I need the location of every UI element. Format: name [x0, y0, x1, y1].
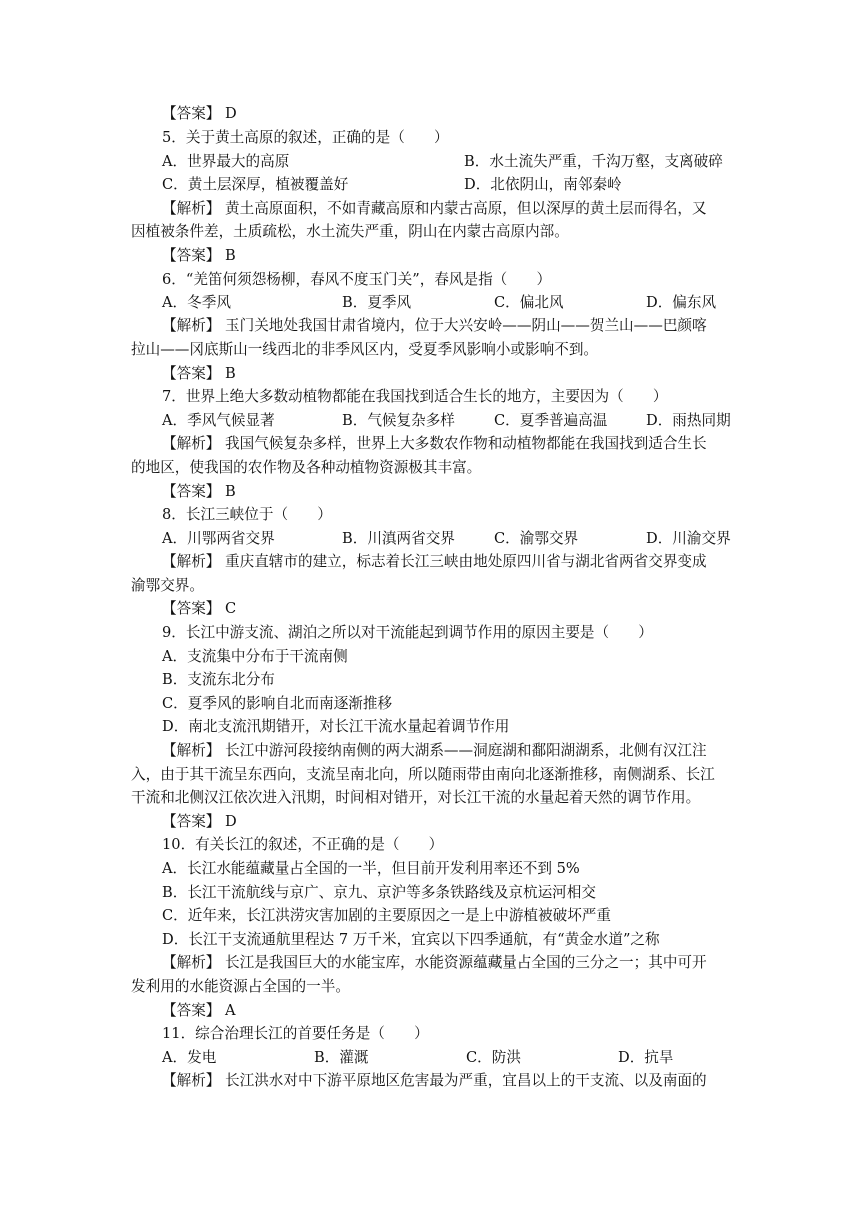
- question-9: 9．长江中游支流、湖泊之所以对干流能起到调节作用的原因主要是（ ）: [162, 624, 653, 641]
- option-c: C．渝鄂交界: [494, 530, 579, 547]
- answer-line: 【答案】 B: [162, 247, 236, 264]
- question-5-options-row1: [162, 152, 729, 172]
- answer-line: 【答案】 B: [162, 365, 236, 382]
- option-a: A．季风气候显著: [162, 412, 275, 429]
- analysis-line: 拉山——冈底斯山一线西北的非季风区内，受夏季风影响小或影响不到。: [131, 341, 599, 358]
- option-a: A．冬季风: [162, 294, 231, 311]
- option-b: B．灌溉: [314, 1049, 369, 1066]
- option-c: C．偏北风: [494, 294, 564, 311]
- question-8: 8．长江三峡位于（ ）: [162, 506, 332, 523]
- analysis-line: 【解析】 我国气候复杂多样，世界上大多数农作物和动植物都能在我国找到适合生长: [162, 435, 707, 452]
- analysis-line: 的地区，使我国的农作物及各种动植物资源极其丰富。: [131, 459, 482, 476]
- analysis-line: 【解析】 长江洪水对中下游平原地区危害最为严重，宜昌以上的干支流、以及南面的: [162, 1072, 707, 1089]
- option-b: B．水土流失严重，千沟万壑，支离破碎: [464, 153, 723, 170]
- analysis-line: 入，由于其干流呈东西向，支流呈南北向，所以随雨带由南向北逐渐推移，南侧湖系、长江: [131, 766, 715, 783]
- question-8-options: [162, 529, 729, 549]
- answer-line: 【答案】 D: [162, 105, 237, 122]
- analysis-line: 因植被条件差，土质疏松，水土流失严重，阴山在内蒙古高原内部。: [131, 223, 569, 240]
- option-b: B．夏季风: [342, 294, 412, 311]
- option-b: B．川滇两省交界: [342, 530, 455, 547]
- analysis-line: 发利用的水能资源占全国的一半。: [131, 978, 350, 995]
- analysis-line: 渝鄂交界。: [131, 577, 204, 594]
- option-a: A．世界最大的高原: [162, 153, 290, 170]
- option-d: D．南北支流汛期错开，对长江干流水量起着调节作用: [162, 718, 510, 735]
- option-b: B．支流东北分布: [162, 671, 275, 688]
- option-d: D．抗旱: [618, 1049, 674, 1066]
- option-d: D．偏东风: [646, 294, 717, 311]
- question-7-options: [162, 411, 729, 431]
- analysis-line: 【解析】 长江中游河段接纳南侧的两大湖系——洞庭湖和鄱阳湖湖系，北侧有汉江注: [162, 742, 707, 759]
- option-c: C．夏季风的影响自北而南逐渐推移: [162, 695, 393, 712]
- option-c: C．防洪: [466, 1049, 521, 1066]
- option-b: B．长江干流航线与京广、京九、京沪等多条铁路线及京杭运河相交: [162, 884, 596, 901]
- option-d: D．川渝交界: [646, 530, 731, 547]
- analysis-line: 【解析】 重庆直辖市的建立，标志着长江三峡由地处原四川省与湖北省两省交界变成: [162, 553, 707, 570]
- option-b: B．气候复杂多样: [342, 412, 455, 429]
- option-c: C．夏季普遍高温: [494, 412, 608, 429]
- option-d: D．雨热同期: [646, 412, 731, 429]
- analysis-line: 【解析】 长江是我国巨大的水能宝库，水能资源蕴藏量占全国的三分之一；其中可开: [162, 954, 707, 971]
- answer-line: 【答案】 A: [162, 1002, 236, 1019]
- question-6-options: [162, 293, 729, 313]
- question-11-options: [162, 1048, 729, 1068]
- answer-line: 【答案】 C: [162, 600, 237, 617]
- option-c: C．黄土层深厚，植被覆盖好: [162, 176, 349, 193]
- option-d: D．长江干支流通航里程达 7 万千米，宜宾以下四季通航，有“黄金水道”之称: [162, 931, 660, 948]
- analysis-line: 【解析】 黄土高原面积，不如青藏高原和内蒙古高原，但以深厚的黄土层而得名，又: [162, 200, 707, 217]
- answer-line: 【答案】 D: [162, 813, 237, 830]
- option-a: A．长江水能蕴藏量占全国的一半，但目前开发利用率还不到 5%: [162, 860, 580, 877]
- option-a: A．发电: [162, 1049, 217, 1066]
- answer-line: 【答案】 B: [162, 483, 236, 500]
- analysis-line: 【解析】 玉门关地处我国甘肃省境内，位于大兴安岭——阴山——贺兰山——巴颜喀: [162, 317, 707, 334]
- option-c: C．近年来，长江洪涝灾害加剧的主要原因之一是上中游植被破坏严重: [162, 907, 611, 924]
- option-a: A．支流集中分布于干流南侧: [162, 648, 348, 665]
- analysis-line: 干流和北侧汉江依次进入汛期，时间相对错开，对长江干流的水量起着天然的调节作用。: [131, 789, 701, 806]
- question-7: 7．世界上绝大多数动植物都能在我国找到适合生长的地方，主要因为（ ）: [162, 388, 668, 405]
- question-5-options-row2: [162, 175, 729, 195]
- question-10: 10．有关长江的叙述，不正确的是（ ）: [162, 836, 444, 853]
- question-5: 5．关于黄土高原的叙述，正确的是（ ）: [162, 129, 449, 146]
- option-d: D．北依阴山，南邻秦岭: [464, 176, 622, 193]
- question-11: 11．综合治理长江的首要任务是（ ）: [162, 1025, 429, 1042]
- option-a: A．川鄂两省交界: [162, 530, 275, 547]
- question-6: 6．“羌笛何须怨杨柳，春风不度玉门关”，春风是指（ ）: [162, 271, 552, 288]
